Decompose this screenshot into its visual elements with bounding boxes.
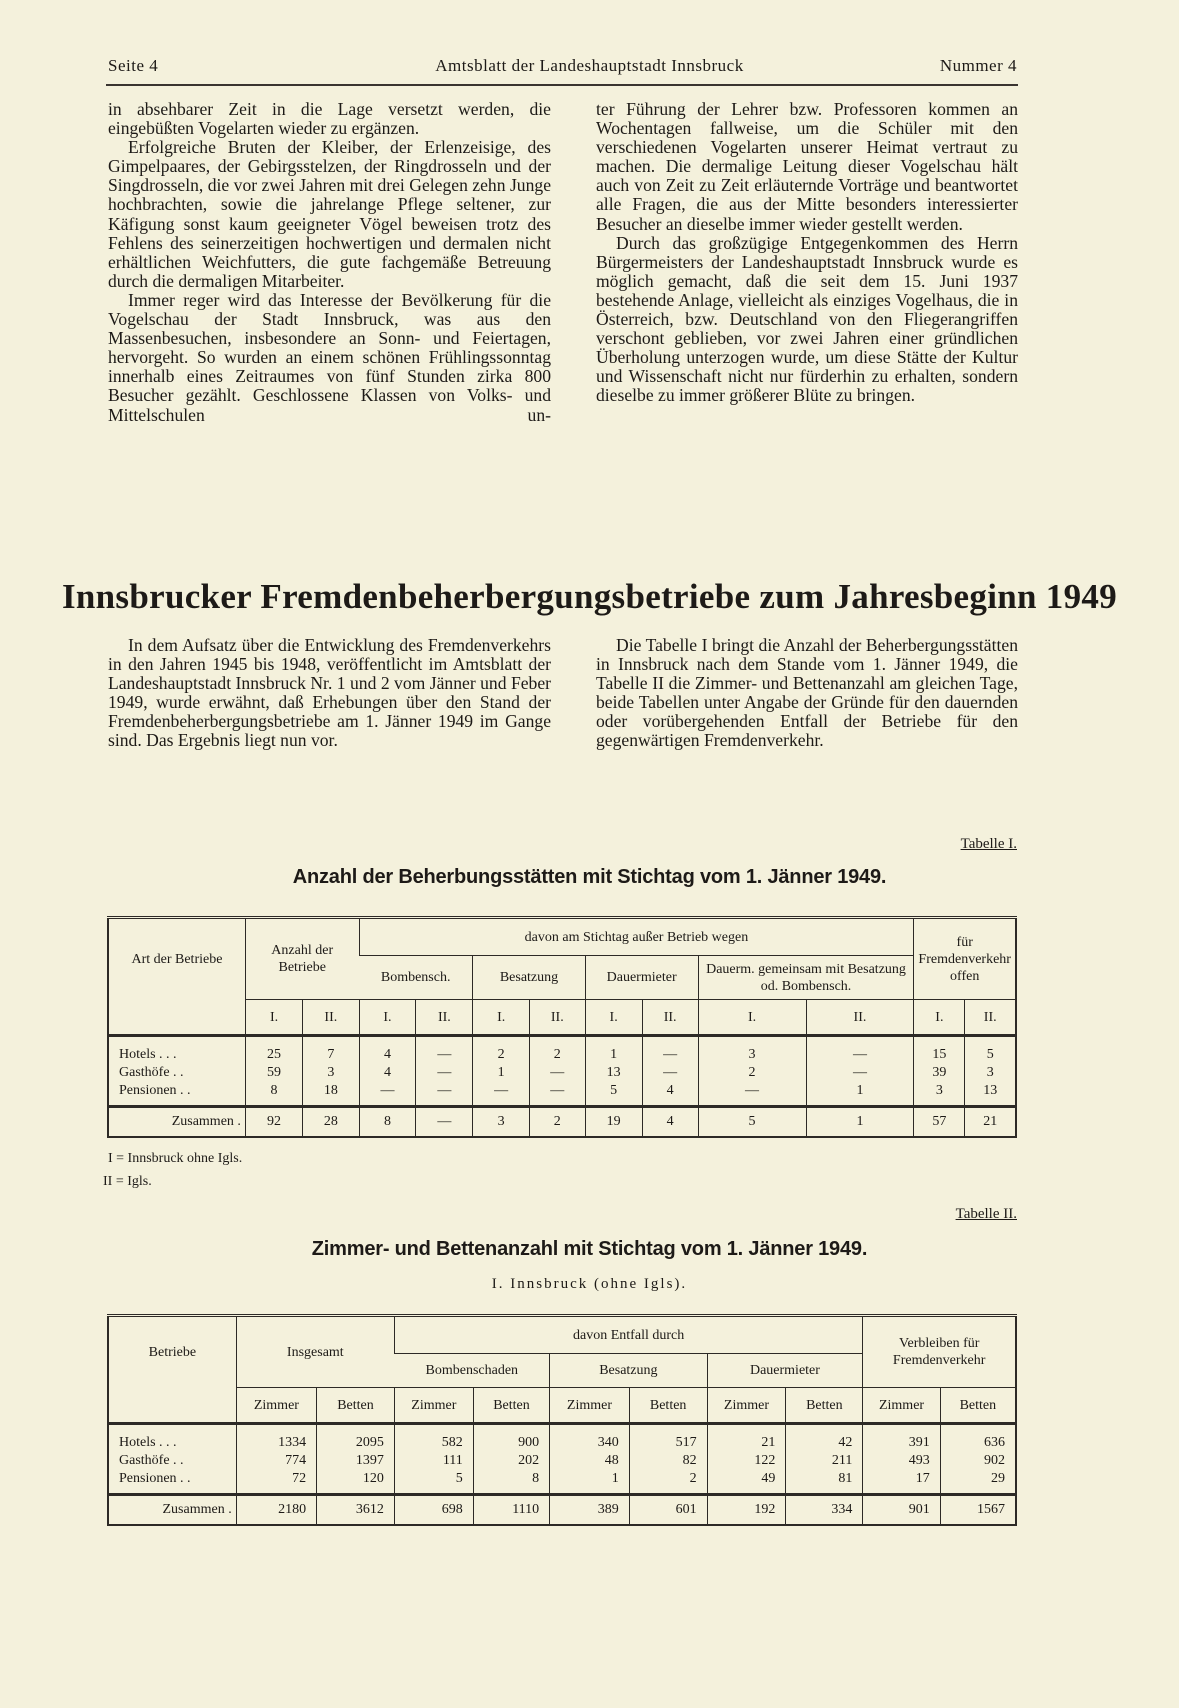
article-right-column bbox=[596, 636, 1018, 751]
table-row bbox=[108, 1036, 1016, 1063]
header-dauermieter: Dauermieter bbox=[707, 1354, 863, 1388]
data-cell: 340 bbox=[550, 1424, 630, 1451]
row-label: Gasthöfe . . bbox=[119, 1064, 184, 1080]
row-label: Zusammen . bbox=[108, 1107, 245, 1137]
subheader-cell: Betten bbox=[317, 1388, 395, 1424]
total-cell: 192 bbox=[707, 1495, 786, 1525]
data-cell: 13 bbox=[965, 1082, 1016, 1107]
total-cell: 8 bbox=[359, 1107, 416, 1137]
subheader-cell: Zimmer bbox=[236, 1388, 316, 1424]
data-cell: 1 bbox=[550, 1470, 630, 1495]
table-label: Tabelle II. bbox=[955, 1206, 1017, 1222]
subheader-cell: Zimmer bbox=[863, 1388, 940, 1424]
table-row bbox=[108, 1470, 1016, 1495]
data-cell: 2 bbox=[629, 1470, 707, 1495]
row-label: Pensionen . . bbox=[119, 1082, 191, 1098]
data-cell: 82 bbox=[629, 1451, 707, 1470]
header-offen: für Fremdenverkehr offen bbox=[914, 918, 1016, 1000]
data-cell: 4 bbox=[642, 1082, 698, 1107]
table-title: Zimmer- und Bettenanzahl mit Stichtag vom 1. Jänner 1949. bbox=[311, 1238, 868, 1260]
data-cell: 1 bbox=[806, 1082, 914, 1107]
total-cell: 21 bbox=[965, 1107, 1016, 1137]
header-art: Art der Betriebe bbox=[131, 951, 223, 967]
total-cell: 901 bbox=[863, 1495, 940, 1525]
data-cell: 13 bbox=[585, 1063, 642, 1082]
article-right-column bbox=[596, 100, 1018, 406]
footnote: II = Igls. bbox=[103, 1174, 152, 1189]
data-cell: 1 bbox=[585, 1036, 642, 1063]
subheader-cell: II. bbox=[806, 1000, 914, 1036]
subheader-cell: Betten bbox=[629, 1388, 707, 1424]
data-cell: 211 bbox=[786, 1451, 863, 1470]
data-cell: 202 bbox=[473, 1451, 549, 1470]
header-verbleiben: Verbleiben für Fremdenverkehr bbox=[863, 1316, 1016, 1388]
data-cell: — bbox=[359, 1082, 416, 1107]
data-cell: 122 bbox=[707, 1451, 786, 1470]
table-row bbox=[108, 1082, 1016, 1107]
total-cell: 4 bbox=[642, 1107, 698, 1137]
total-cell: 334 bbox=[786, 1495, 863, 1525]
table-beherbergungsstaetten bbox=[107, 916, 1017, 1138]
data-cell: 3 bbox=[698, 1036, 806, 1063]
data-cell: 72 bbox=[236, 1470, 316, 1495]
data-cell: 517 bbox=[629, 1424, 707, 1451]
data-cell: 29 bbox=[940, 1470, 1016, 1495]
paragraph: Die Tabelle I bringt die Anzahl der Beherbergungsstätten in Innsbruck nach dem Stande vom 1. Jänner 1949, die Tabelle II die Zimmer- und Bettenanzahl am gleichen Tage, beide Tabellen unter Angabe der Gründe für den dauernden oder vorübergehenden Entfall der Betriebe für den gegenwärtigen Fremdenverkehr. bbox=[596, 635, 1018, 751]
data-cell: 111 bbox=[394, 1451, 473, 1470]
data-cell: 8 bbox=[473, 1470, 549, 1495]
data-cell: 49 bbox=[707, 1470, 786, 1495]
data-cell: 582 bbox=[394, 1424, 473, 1451]
data-cell: — bbox=[416, 1063, 473, 1082]
paragraph: In dem Aufsatz über die Entwicklung des Fremdenverkehrs in den Jahren 1945 bis 1948, veröffentlicht im Amtsblatt der Landeshauptstadt Innsbruck Nr. 1 und 2 vom Jänner und Feber 1949, wurde erwähnt, daß Erhebungen über den Stand der Fremdenbeherbergungsbetriebe am 1. Jänner 1949 im Gange sind. Das Ergebnis liegt nun vor. bbox=[108, 635, 551, 751]
header-blank bbox=[108, 1000, 245, 1036]
table-row bbox=[108, 1063, 1016, 1082]
row-label: Hotels . . . bbox=[108, 1036, 245, 1063]
total-cell: 2 bbox=[529, 1107, 585, 1137]
subheader-cell: I. bbox=[359, 1000, 416, 1036]
data-cell: 8 bbox=[245, 1082, 302, 1107]
row-label: Pensionen . . bbox=[119, 1470, 191, 1486]
header-gemeinsam: Dauerm. gemeinsam mit Besatzung od. Bombensch. bbox=[698, 956, 914, 1000]
table-row bbox=[108, 1451, 1016, 1470]
data-cell: 5 bbox=[585, 1082, 642, 1107]
total-cell: 3 bbox=[473, 1107, 530, 1137]
total-cell: 5 bbox=[698, 1107, 806, 1137]
data-cell: 2 bbox=[529, 1036, 585, 1063]
data-cell: 81 bbox=[786, 1470, 863, 1495]
paragraph: Durch das großzügige Entgegenkommen des Herrn Bürgermeisters der Landeshauptstadt Innsbruck wurde es möglich gemacht, daß die seit dem 15. Juni 1937 bestehende Anlage, vielleicht als einziges Vogelhaus, die in Österreich, bzw. Deutschland von den Fliegerangriffen verschont geblieben, vor zwei Jahren einer gründlichen Überholung unterzogen wurde, um diese Stätte der Kultur und Wissenschaft nicht nur fürderhin zu erhalten, sondern dieselbe zu immer größerer Blüte zu bringen. bbox=[596, 232, 1018, 406]
publication-title: Amtsblatt der Landeshauptstadt Innsbruck bbox=[435, 56, 744, 75]
data-cell: — bbox=[416, 1082, 473, 1107]
data-cell: 3 bbox=[965, 1063, 1016, 1082]
table-row bbox=[108, 1424, 1016, 1451]
data-cell: 42 bbox=[786, 1424, 863, 1451]
data-cell: 120 bbox=[317, 1470, 395, 1495]
header-rule bbox=[106, 84, 1018, 86]
row-label: Hotels . . . bbox=[108, 1424, 236, 1451]
data-cell: 17 bbox=[863, 1470, 940, 1495]
paragraph: Immer reger wird das Interesse der Bevölkerung für die Vogelschau der Stadt Innsbruck, was aus den Massenbesuchen, insbesondere an Sonn- und Feiertagen, hervorgeht. So wurden an einem schönen Frühlingssonntag innerhalb eines Zeitraumes von fünf Stunden zirka 800 Besucher gezählt. Geschlossene Klassen von Volks- und Mittelschulen un- bbox=[108, 289, 551, 425]
data-cell: 7 bbox=[303, 1036, 359, 1063]
data-cell: 15 bbox=[914, 1036, 965, 1063]
data-cell: 3 bbox=[303, 1063, 359, 1082]
article-left-column bbox=[108, 636, 551, 751]
data-cell: — bbox=[698, 1082, 806, 1107]
data-cell: — bbox=[416, 1036, 473, 1063]
page-number: Seite 4 bbox=[108, 56, 159, 75]
header-besatzung: Besatzung bbox=[550, 1354, 707, 1388]
subheader-cell: I. bbox=[585, 1000, 642, 1036]
subheader-cell: II. bbox=[965, 1000, 1016, 1036]
issue-number: Nummer 4 bbox=[939, 56, 1017, 75]
total-cell: 28 bbox=[303, 1107, 359, 1137]
data-cell: 25 bbox=[245, 1036, 302, 1063]
header-blank bbox=[108, 1388, 236, 1424]
data-cell: — bbox=[529, 1063, 585, 1082]
subheader-cell: II. bbox=[416, 1000, 473, 1036]
subheader-cell: II. bbox=[529, 1000, 585, 1036]
table-subtitle: I. Innsbruck (ohne Igls). bbox=[491, 1276, 688, 1292]
data-cell: 2 bbox=[698, 1063, 806, 1082]
footnote: I = Innsbruck ohne Igls. bbox=[108, 1151, 243, 1166]
data-cell: 3 bbox=[914, 1082, 965, 1107]
total-cell: — bbox=[416, 1107, 473, 1137]
subheader-cell: I. bbox=[473, 1000, 530, 1036]
data-cell: 48 bbox=[550, 1451, 630, 1470]
data-cell: 2095 bbox=[317, 1424, 395, 1451]
table-title: Anzahl der Beherbungsstätten mit Stichtag vom 1. Jänner 1949. bbox=[292, 866, 887, 888]
table-zimmer-betten bbox=[107, 1314, 1017, 1526]
paragraph: ter Führung der Lehrer bzw. Professoren kommen an Wochentagen fallweise, um die Schüler mit den verschiedenen Vogelarten unserer Heimat vertraut zu machen. Die dermalige Leitung dieser Vogelschau hält auch von Zeit zu Zeit erläuternde Vorträge und beantwortet alle Fragen, die aus der Mitte besonders interessierter Besucher an dieselbe immer wieder gestellt werden. bbox=[596, 99, 1018, 234]
data-cell: 59 bbox=[245, 1063, 302, 1082]
total-cell: 19 bbox=[585, 1107, 642, 1137]
data-cell: — bbox=[806, 1036, 914, 1063]
total-cell: 698 bbox=[394, 1495, 473, 1525]
subheader-cell: II. bbox=[642, 1000, 698, 1036]
data-cell: 4 bbox=[359, 1036, 416, 1063]
data-cell: — bbox=[642, 1036, 698, 1063]
row-label: Zusammen . bbox=[108, 1495, 236, 1525]
article-left-column bbox=[108, 100, 551, 425]
subheader-cell: Zimmer bbox=[550, 1388, 630, 1424]
total-cell: 1567 bbox=[940, 1495, 1016, 1525]
row-label: Gasthöfe . . bbox=[119, 1452, 184, 1468]
data-cell: 636 bbox=[940, 1424, 1016, 1451]
data-cell: 18 bbox=[303, 1082, 359, 1107]
data-cell: 900 bbox=[473, 1424, 549, 1451]
header-anzahl: Anzahl der Betriebe bbox=[245, 918, 359, 1000]
data-cell: — bbox=[529, 1082, 585, 1107]
paragraph: in absehbarer Zeit in die Lage versetzt werden, die eingebüßten Vogelarten wieder zu ergänzen. bbox=[108, 99, 551, 139]
data-cell: 5 bbox=[965, 1036, 1016, 1063]
header-bombensch: Bombensch. bbox=[359, 956, 473, 1000]
total-cell: 601 bbox=[629, 1495, 707, 1525]
table-total-row bbox=[108, 1495, 1016, 1525]
subheader-cell: Zimmer bbox=[394, 1388, 473, 1424]
subheader-cell: I. bbox=[698, 1000, 806, 1036]
data-cell: — bbox=[806, 1063, 914, 1082]
subheader-cell: Zimmer bbox=[707, 1388, 786, 1424]
article-title: Innsbrucker Fremdenbeherbergungsbetriebe zum Jahresbeginn 1949 bbox=[61, 577, 1117, 616]
data-cell: 902 bbox=[940, 1451, 1016, 1470]
header-insgesamt: Insgesamt bbox=[236, 1316, 394, 1388]
total-cell: 57 bbox=[914, 1107, 965, 1137]
subheader-cell: I. bbox=[245, 1000, 302, 1036]
data-cell: 39 bbox=[914, 1063, 965, 1082]
data-cell: 5 bbox=[394, 1470, 473, 1495]
data-cell: 2 bbox=[473, 1036, 530, 1063]
total-cell: 92 bbox=[245, 1107, 302, 1137]
data-cell: 1334 bbox=[236, 1424, 316, 1451]
table-label: Tabelle I. bbox=[960, 836, 1017, 852]
data-cell: 1 bbox=[473, 1063, 530, 1082]
data-cell: 4 bbox=[359, 1063, 416, 1082]
header-betriebe: Betriebe bbox=[148, 1344, 197, 1360]
subheader-cell: Betten bbox=[786, 1388, 863, 1424]
total-cell: 3612 bbox=[317, 1495, 395, 1525]
header-davon: davon Entfall durch bbox=[394, 1316, 862, 1354]
data-cell: 21 bbox=[707, 1424, 786, 1451]
data-cell: — bbox=[473, 1082, 530, 1107]
subheader-cell: II. bbox=[303, 1000, 359, 1036]
paragraph: Erfolgreiche Bruten der Kleiber, der Erlenzeisige, des Gimpelpaares, der Gebirgsstelzen, der Ringdrosseln und der Singdrosseln, die vor zwei Jahren mit drei Gelegen zehn Junge hochbrachten, sowie die jahrelange Pflege seltener, zur Käfigung sonst kaum geeigneter Vögel beweisen trotz des Fehlens des seinerzeitigen hochwertigen und dermalen nicht erhältlichen Weichfutters, die gute fachgemäße Betreuung durch die dermaligen Mitarbeiter. bbox=[108, 137, 551, 291]
data-cell: — bbox=[642, 1063, 698, 1082]
table-total-row bbox=[108, 1107, 1016, 1137]
total-cell: 1110 bbox=[473, 1495, 549, 1525]
header-dauermieter: Dauermieter bbox=[585, 956, 698, 1000]
header-besatzung: Besatzung bbox=[473, 956, 585, 1000]
data-cell: 391 bbox=[863, 1424, 940, 1451]
subheader-cell: I. bbox=[914, 1000, 965, 1036]
data-cell: 774 bbox=[236, 1451, 316, 1470]
data-cell: 493 bbox=[863, 1451, 940, 1470]
subheader-cell: Betten bbox=[473, 1388, 549, 1424]
header-davon: davon am Stichtag außer Betrieb wegen bbox=[359, 918, 914, 956]
data-cell: 1397 bbox=[317, 1451, 395, 1470]
header-bombenschaden: Bombenschaden bbox=[394, 1354, 549, 1388]
total-cell: 1 bbox=[806, 1107, 914, 1137]
total-cell: 2180 bbox=[236, 1495, 316, 1525]
total-cell: 389 bbox=[550, 1495, 630, 1525]
subheader-cell: Betten bbox=[940, 1388, 1016, 1424]
